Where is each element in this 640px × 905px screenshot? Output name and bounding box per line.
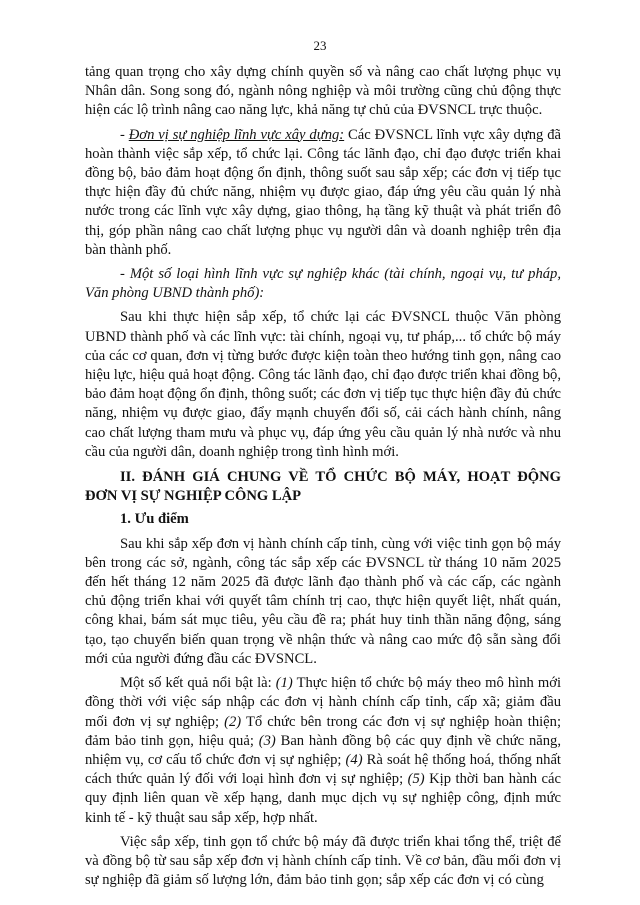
document-body xyxy=(85,63,561,890)
paragraph-intro: tảng quan trọng cho xây dựng chính quyền số và nâng cao chất lượng phục vụ Nhân dân. Song song đó, ngành nông nghiệp và môi trường cũng chủ động thực hiện các lộ trình nâng cao năng lực, khả năng tự chủ của ĐVSNCL trực thuộc. xyxy=(85,64,561,119)
result-number-2: (2) xyxy=(224,713,242,730)
construction-dash: - xyxy=(120,126,129,143)
result-text-1: Thực hiện tổ chức bộ máy theo mô hình mới đồng thời với việc sáp nhập các đơn vị hành chính cấp tỉnh, cấp xã; giảm đầu mối đơn vị sự nghiệp; xyxy=(85,675,561,730)
paragraph-other-text: Sau khi thực hiện sắp xếp, tổ chức lại các ĐVSNCL thuộc Văn phòng UBND thành phố và các lĩnh vực: tài chính, ngoại vụ, tư pháp,... tổ chức bộ máy của các cơ quan, đơn vị từng bước được kiện toàn theo hướng tinh gọn, nâng cao hiệu lực, hiệu quả hoạt động. Công tác lãnh đạo, chỉ đạo được triển khai đồng bộ, bảo đảm hoạt động ổn định, thông suốt; các đơn vị tiếp tục thực hiện đầy đủ chức năng, nhiệm vụ được giao, đẩy mạnh chuyển đổi số, cải cách hành chính, nâng cao chất lượng tham mưu và phục vụ, đáp ứng yêu cầu quản lý nhà nước và nhu cầu của người dân, doanh nghiệp trong tình hình mới. xyxy=(85,309,561,460)
result-text-2: Tổ chức bên trong các đơn vị sự nghiệp hoàn thiện; đảm bảo tinh gọn, hiệu quả; xyxy=(85,713,561,749)
paragraph-other-heading: - Một số loại hình lĩnh vực sự nghiệp khác (tài chính, ngoại vụ, tư pháp, Văn phòng UBND thành phố): xyxy=(85,266,561,302)
construction-text: Các ĐVSNCL lĩnh vực xây dựng đã hoàn thành việc sắp xếp, tổ chức lại. Công tác lãnh đạo, chỉ đạo được triển khai đồng bộ, bảo đảm hoạt động ổn định, thông suốt sau sắp xếp; các đơn vị tiếp tục thực hiện đầy đủ chức năng, nhiệm vụ được giao, đáp ứng yêu cầu quản lý nhà nước trong các lĩnh vực xây dựng, giao thông, hạ tầng kỹ thuật và phát triển đô thị, góp phần nâng cao chất lượng phục vụ người dân và doanh nghiệp trên địa bàn thành phố. xyxy=(85,126,561,258)
paragraph-advantages: Sau khi sắp xếp đơn vị hành chính cấp tỉnh, cùng với việc tinh gọn bộ máy bên trong các sở, ngành, công tác sắp xếp các ĐVSNCL từ tháng 10 năm 2025 đến hết tháng 12 năm 2025 đã được lãnh đạo thành phố và các cấp, các ngành chủ động triển khai với quyết tâm chính trị cao, thực hiện quyết liệt, nhất quán, công khai, bám sát mục tiêu, yêu cầu đề ra; phát huy tinh thần năng động, sáng tạo, tạo chuyển biến quan trọng về nhận thức và nâng cao mức độ sẵn sàng đổi mới của người đứng đầu các ĐVSNCL. xyxy=(85,535,561,667)
result-text-5: Kịp thời ban hành các quy định liên quan về xếp hạng, danh mục dịch vụ sự nghiệp công, định mức kinh tế - kỹ thuật sau sắp xếp, hợp nhất. xyxy=(85,771,561,826)
paragraph-construction xyxy=(85,126,561,260)
result-number-3: (3) xyxy=(258,732,276,749)
section-heading: II. ĐÁNH GIÁ CHUNG VỀ TỔ CHỨC BỘ MÁY, HOẠT ĐỘNG ĐƠN VỊ SỰ NGHIỆP CÔNG LẬP xyxy=(85,469,561,505)
construction-label: Đơn vị sự nghiệp lĩnh vực xây dựng: xyxy=(128,126,345,143)
result-number-5: (5) xyxy=(407,771,425,788)
result-number-4: (4) xyxy=(345,751,363,768)
paragraph-results xyxy=(85,674,561,828)
page-number: 23 xyxy=(313,38,327,53)
result-number-1: (1) xyxy=(275,675,293,692)
result-text-3: Ban hành đồng bộ các quy định về chức năng, nhiệm vụ, cơ cấu tổ chức đơn vị sự nghiệp; xyxy=(85,732,561,768)
results-intro: Một số kết quả nổi bật là: xyxy=(120,675,276,692)
paragraph-final: Việc sắp xếp, tinh gọn tổ chức bộ máy đã được triển khai tổng thể, triệt để và đồng bộ từ sau sắp xếp đơn vị hành chính cấp tỉnh. Về cơ bản, đầu mối đơn vị sự nghiệp đã giảm số lượng lớn, đảm bảo tinh gọn; sắp xếp các đơn vị có cùng xyxy=(85,833,561,889)
result-text-4: Rà soát hệ thống hoá, thống nhất cách thức quản lý đối với loại hình đơn vị sự nghiệp; xyxy=(85,751,561,788)
subsection-heading: 1. Ưu điểm xyxy=(120,511,189,528)
